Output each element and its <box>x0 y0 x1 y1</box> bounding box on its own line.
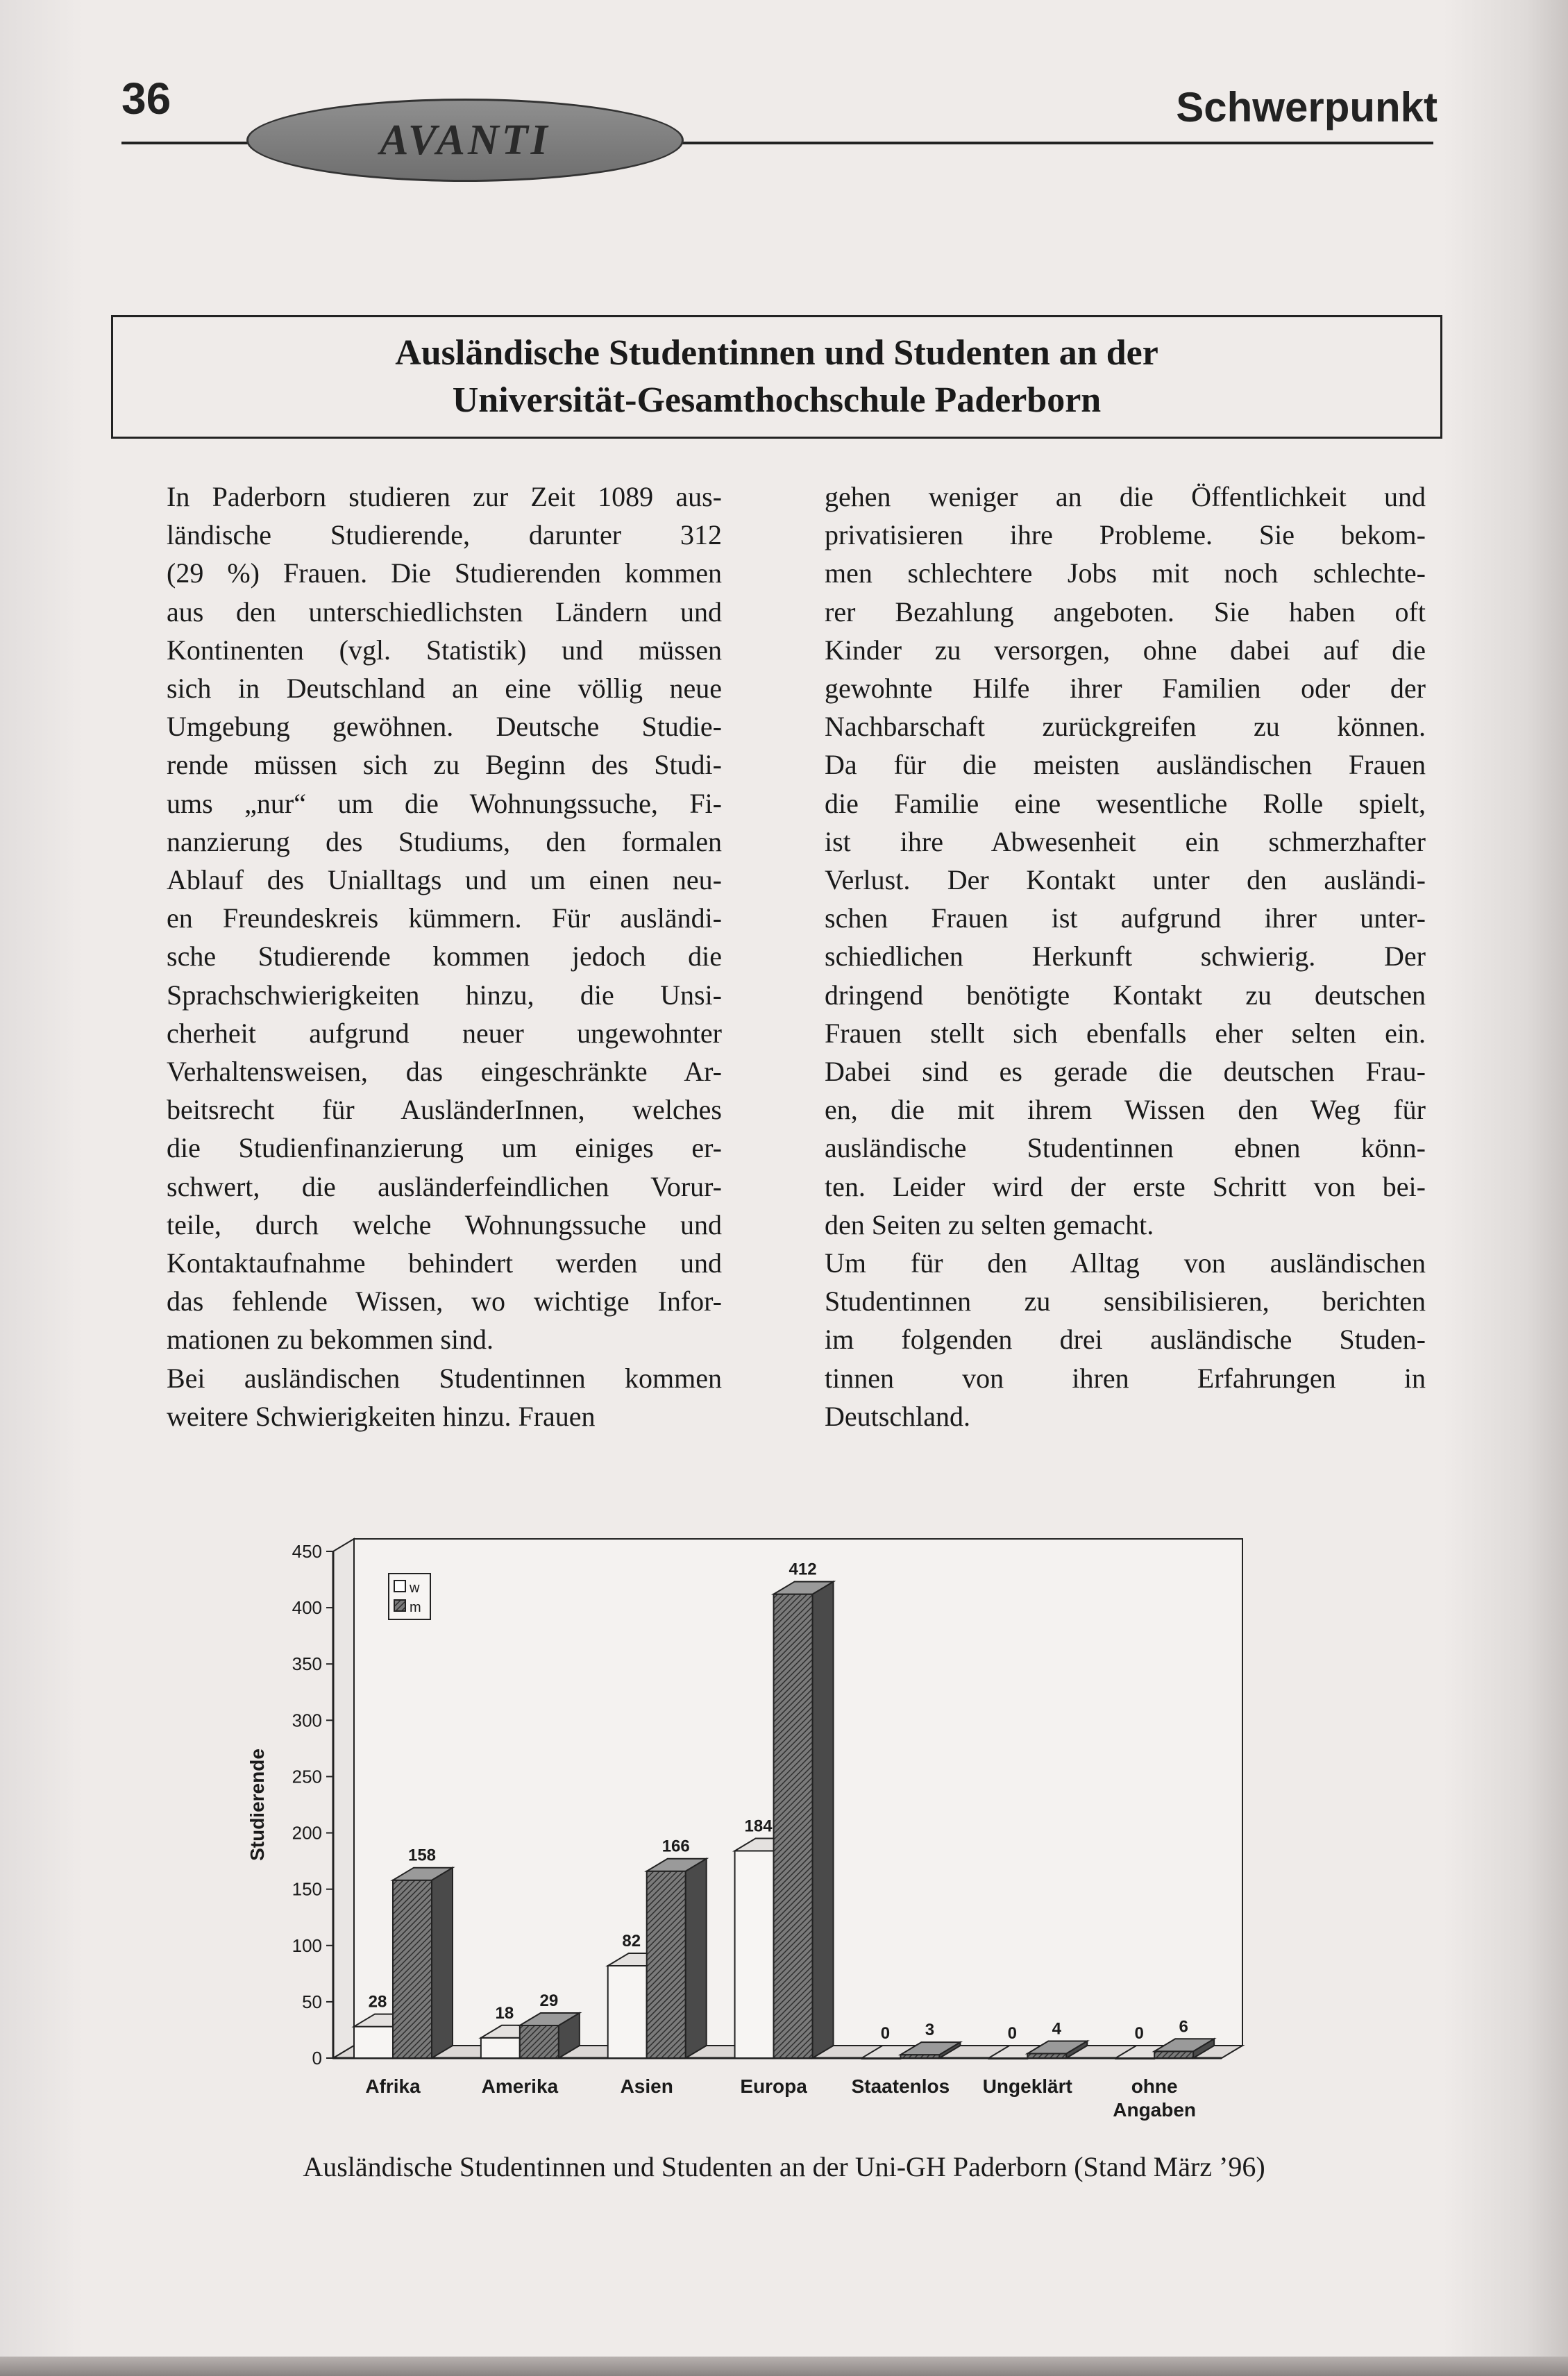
y-tick-label: 100 <box>292 1935 322 1956</box>
text-line: en Freundeskreis kümmern. Für ausländi- <box>167 902 722 934</box>
data-label-m: 158 <box>407 1846 437 1865</box>
text-line: tinnen von ihren Erfahrungen in <box>825 1362 1426 1394</box>
x-tick-label: Angaben <box>1113 2099 1197 2121</box>
article-column-right <box>825 478 1426 1435</box>
text-line: ist ihre Abwesenheit ein schmerzhafter <box>825 825 1426 857</box>
text-line: Deutschland. <box>825 1400 970 1432</box>
bar-m <box>647 1859 707 2058</box>
text-line: schwert, die ausländerfeindlichen Vorur- <box>167 1170 722 1202</box>
text-line: ten. Leider wird der erste Schritt von bei- <box>825 1170 1426 1202</box>
text-line: rer Bezahlung angeboten. Sie haben oft <box>825 596 1426 627</box>
avanti-logo <box>246 99 684 182</box>
text-line: Studentinnen zu sensibilisieren, berichten <box>825 1286 1426 1317</box>
text-line: men schlechtere Jobs mit noch schlechte- <box>825 557 1426 589</box>
x-tick-label: Amerika <box>481 2075 559 2097</box>
text-line: Um für den Alltag von ausländischen <box>825 1247 1426 1279</box>
text-line: Kinder zu versorgen, ohne dabei auf die <box>825 634 1426 666</box>
text-line: ums „nur“ um die Wohnungssuche, Fi- <box>167 787 722 819</box>
text-line: Da für die meisten ausländischen Frauen <box>825 749 1426 781</box>
text-line: (29 %) Frauen. Die Studierenden kommen <box>167 557 722 589</box>
article-title-line-2: Universität-Gesamthochschule Paderborn <box>452 380 1102 420</box>
text-line: Umgebung gewöhnen. Deutsche Studie- <box>167 711 722 743</box>
text-line: Verhaltensweisen, das eingeschränkte Ar- <box>167 1056 722 1088</box>
data-label-w: 0 <box>1007 2024 1017 2043</box>
x-tick-label: ohne <box>1131 2075 1178 2097</box>
text-line: weitere Schwierigkeiten hinzu. Frauen <box>167 1400 596 1432</box>
text-line: nanzierung des Studiums, den formalen <box>167 825 722 857</box>
bar-m <box>393 1868 453 2058</box>
data-label-w: 18 <box>495 2003 514 2023</box>
data-label-m: 412 <box>789 1560 817 1579</box>
y-tick-label: 0 <box>312 2048 322 2069</box>
text-line: ausländische Studentinnen ebnen könn- <box>825 1132 1426 1164</box>
chart-side-wall <box>333 1539 354 2058</box>
data-label-w: 28 <box>368 1992 387 2012</box>
text-line: gehen weniger an die Öffentlichkeit und <box>825 481 1426 512</box>
text-line: sich in Deutschland an eine völlig neue <box>167 673 722 705</box>
data-label-w: 82 <box>622 1931 641 1950</box>
text-line: dringend benötigte Kontakt zu deutschen <box>825 979 1426 1011</box>
text-line: beitsrecht für AusländerInnen, welches <box>167 1094 722 1126</box>
text-line: mationen zu bekommen sind. <box>167 1324 494 1356</box>
data-label-m: 3 <box>925 2021 935 2040</box>
legend-label-w: w <box>410 1581 420 1596</box>
chart-caption: Ausländische Studentinnen und Studenten an der Uni-GH Paderborn (Stand März ’96) <box>303 2151 1265 2182</box>
text-line: aus den unterschiedlichsten Ländern und <box>167 596 722 627</box>
x-tick-label: Staatenlos <box>851 2075 950 2097</box>
y-tick-label: 450 <box>292 1541 322 1562</box>
y-tick-label: 350 <box>292 1653 322 1675</box>
data-label-m: 6 <box>1179 2017 1188 2037</box>
text-line: die Studienfinanzierung um einiges er- <box>167 1132 722 1164</box>
legend-swatch-w <box>394 1581 405 1592</box>
text-line: Ablauf des Unialltags und um einen neu- <box>167 864 722 896</box>
text-line: Verlust. Der Kontakt unter den ausländi- <box>825 864 1426 896</box>
text-line: teile, durch welche Wohnungssuche und <box>167 1208 722 1240</box>
y-tick-label: 150 <box>292 1878 322 1900</box>
text-line: Kontaktaufnahme behindert werden und <box>167 1247 722 1279</box>
text-line: das fehlende Wissen, wo wichtige Infor- <box>167 1286 722 1317</box>
text-line: rende müssen sich zu Beginn des Studi- <box>167 749 722 781</box>
text-line: schiedlichen Herkunft schwierig. Der <box>825 941 1426 972</box>
text-line: sche Studierende kommen jedoch die <box>167 941 722 972</box>
text-line: Dabei sind es gerade die deutschen Frau- <box>825 1056 1426 1088</box>
y-tick-label: 200 <box>292 1822 322 1844</box>
article-column-left <box>167 478 722 1435</box>
text-line: schen Frauen ist aufgrund ihrer unter- <box>825 902 1426 934</box>
text-line: privatisieren ihre Probleme. Sie bekom- <box>825 519 1426 551</box>
article-title-box <box>111 315 1442 439</box>
data-label-w: 0 <box>1134 2024 1144 2043</box>
y-tick-label: 50 <box>302 1991 322 2012</box>
y-tick-label: 400 <box>292 1597 322 1619</box>
text-line: die Familie eine wesentliche Rolle spielt, <box>825 787 1426 819</box>
text-line: den Seiten zu selten gemacht. <box>825 1208 1154 1240</box>
text-line: gewohnte Hilfe ihrer Familien oder der <box>825 673 1426 705</box>
page-number: 36 <box>121 74 171 124</box>
text-line: Kontinenten (vgl. Statistik) und müssen <box>167 634 722 666</box>
data-label-w: 184 <box>744 1817 773 1836</box>
y-axis-label: Studierende <box>246 1749 268 1861</box>
text-line: In Paderborn studieren zur Zeit 1089 aus- <box>167 481 722 512</box>
legend-label-m: m <box>410 1600 421 1615</box>
bar-m <box>774 1582 834 2058</box>
x-tick-label: Europa <box>740 2075 807 2097</box>
legend-swatch-m <box>394 1600 405 1611</box>
x-tick-label: Ungeklärt <box>982 2075 1072 2097</box>
data-label-w: 0 <box>880 2024 891 2043</box>
data-label-m: 4 <box>1052 2019 1061 2039</box>
text-line: Frauen stellt sich ebenfalls eher selten ein. <box>825 1017 1426 1049</box>
text-line: Nachbarschaft zurückgreifen zu können. <box>825 711 1426 743</box>
data-label-m: 29 <box>539 1991 559 2010</box>
text-line: Sprachschwierigkeiten hinzu, die Unsi- <box>167 979 722 1011</box>
page-bottom-edge <box>0 2357 1568 2376</box>
text-line: en, die mit ihrem Wissen den Weg für <box>825 1094 1426 1126</box>
x-tick-label: Afrika <box>365 2075 421 2097</box>
article-title-line-1: Ausländische Studentinnen und Studenten an der <box>395 333 1158 373</box>
text-line: Bei ausländischen Studentinnen kommen <box>167 1362 722 1394</box>
bar-chart <box>236 1517 1340 2141</box>
logo-text: AVANTI <box>380 116 550 164</box>
bar-m <box>520 2013 580 2058</box>
y-tick-label: 300 <box>292 1710 322 1731</box>
data-label-m: 166 <box>661 1837 690 1856</box>
chart-svg <box>236 1517 1340 2141</box>
y-tick-label: 250 <box>292 1766 322 1787</box>
section-label: Schwerpunkt <box>1176 84 1438 130</box>
text-line: ländische Studierende, darunter 312 <box>167 519 722 551</box>
text-line: cherheit aufgrund neuer ungewohnter <box>167 1017 722 1049</box>
text-line: im folgenden drei ausländische Studen- <box>825 1324 1426 1356</box>
x-tick-label: Asien <box>620 2075 673 2097</box>
